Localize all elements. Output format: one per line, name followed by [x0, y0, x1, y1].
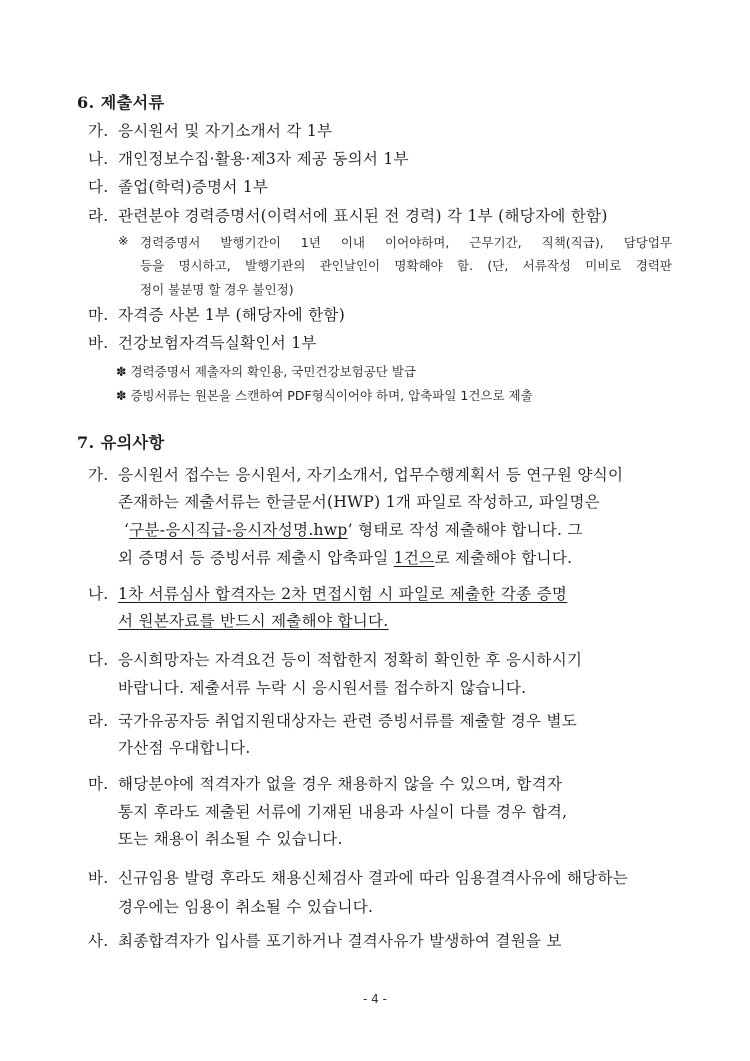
list-item: 사. 최종합격자가 입사를 포기하거나 결격사유가 발생하여 결원을 보 [88, 929, 562, 951]
list-item [88, 204, 608, 226]
item-marker: 나. [88, 585, 109, 603]
career-note-line: 등을 명시하고, 발행기관의 관인날인이 명확해야 함. (단, 서류작성 미비로 경력판 [140, 258, 672, 273]
item-marker: 사. [88, 932, 109, 950]
item-marker: 마. [88, 775, 109, 793]
list-item [88, 175, 268, 197]
list-item: 라. 국가유공자등 취업지원대상자는 관련 증빙서류를 제출할 경우 별도 [88, 709, 577, 731]
list-item [88, 331, 317, 353]
item-continuation: 경우에는 임용이 취소될 수 있습니다. [118, 898, 374, 916]
list-item [88, 582, 567, 604]
list-item: 마. 해당분야에 적격자가 없을 경우 채용하지 않을 수 있으며, 합격자 [88, 772, 562, 794]
item-continuation: ‘구분-응시직급-응시자성명.hwp’ 형태로 작성 제출해야 합니다. 그 [124, 521, 583, 539]
item-marker: 다. [88, 651, 109, 669]
filename-format: 구분-응시직급-응시자성명.hwp [129, 521, 348, 539]
item-text: 건강보험자격득실확인서 1부 [118, 334, 317, 352]
page-number: - 4 - [363, 992, 387, 1006]
item-marker: 라. [88, 207, 109, 225]
item-text: 응시원서 및 자기소개서 각 1부 [118, 122, 333, 140]
item-text: 관련분야 경력증명서(이력서에 표시된 전 경력) 각 1부 (해당자에 한함) [118, 207, 608, 225]
item-marker: 다. [88, 178, 109, 196]
career-note-line: 정이 불분명 할 경우 불인정) [140, 282, 294, 297]
item-continuation [118, 609, 389, 631]
item-text: 개인정보수집·활용·제3자 제공 동의서 1부 [118, 150, 409, 168]
note-symbol: ※ [118, 233, 129, 248]
item-marker: 가. [88, 122, 109, 140]
item-marker: 마. [88, 306, 109, 324]
career-note-line: 경력증명서 발행기간이 1년 이내 이어야하며, 근무기간, 직책(직급), 담당업무 [140, 235, 672, 250]
item-continuation: 통지 후라도 제출된 서류에 기재된 내용과 사실이 다를 경우 합격, [118, 803, 568, 821]
item-marker: 가. [88, 466, 109, 484]
emphasis-text: 서 원본자료를 반드시 제출해야 합니다. [118, 612, 389, 630]
list-item: 가. 응시원서 접수는 응시원서, 자기소개서, 업무수행계획서 등 연구원 양식이 [88, 463, 623, 485]
list-item [88, 147, 409, 169]
note-symbol: ✽ [116, 388, 127, 403]
item-text: 자격증 사본 1부 (해당자에 한함) [118, 306, 346, 324]
note-symbol: ✽ [116, 364, 127, 379]
list-item [88, 119, 332, 141]
item-marker: 바. [88, 869, 109, 887]
section-7-title: 7. 유의사항 [77, 433, 165, 452]
item-continuation: 바랍니다. 제출서류 누락 시 응시원서를 접수하지 않습니다. [118, 679, 527, 697]
item-continuation: 가산점 우대합니다. [118, 739, 251, 757]
item-text: 졸업(학력)증명서 1부 [118, 178, 269, 196]
item-continuation: 존재하는 제출서류는 한글문서(HWP) 1개 파일로 작성하고, 파일명은 [118, 493, 601, 511]
list-item [88, 303, 345, 325]
emphasis-text: 1차 서류심사 합격자는 2차 면접시험 시 파일로 제출한 각종 증명 [118, 585, 568, 603]
item-marker: 나. [88, 150, 109, 168]
note-line: ✽ 경력증명서 제출자의 확인용, 국민건강보험공단 발급 [116, 364, 416, 379]
section-6-title: 6. 제출서류 [77, 93, 165, 112]
list-item: 바. 신규임용 발령 후라도 채용신체검사 결과에 따라 임용결격사유에 해당하는 [88, 866, 628, 888]
item-continuation: 또는 채용이 취소될 수 있습니다. [118, 830, 343, 848]
list-item: 다. 응시희망자는 자격요건 등이 적합한지 정확히 확인한 후 응시하시기 [88, 648, 582, 670]
note-line: ✽ 증빙서류는 원본을 스캔하여 PDF형식이어야 하며, 압축파일 1건으로 제출 [116, 388, 533, 403]
item-marker: 바. [88, 334, 109, 352]
item-continuation: 외 증명서 등 증빙서류 제출시 압축파일 1건으로 제출해야 합니다. [118, 549, 573, 567]
item-marker: 라. [88, 712, 109, 730]
